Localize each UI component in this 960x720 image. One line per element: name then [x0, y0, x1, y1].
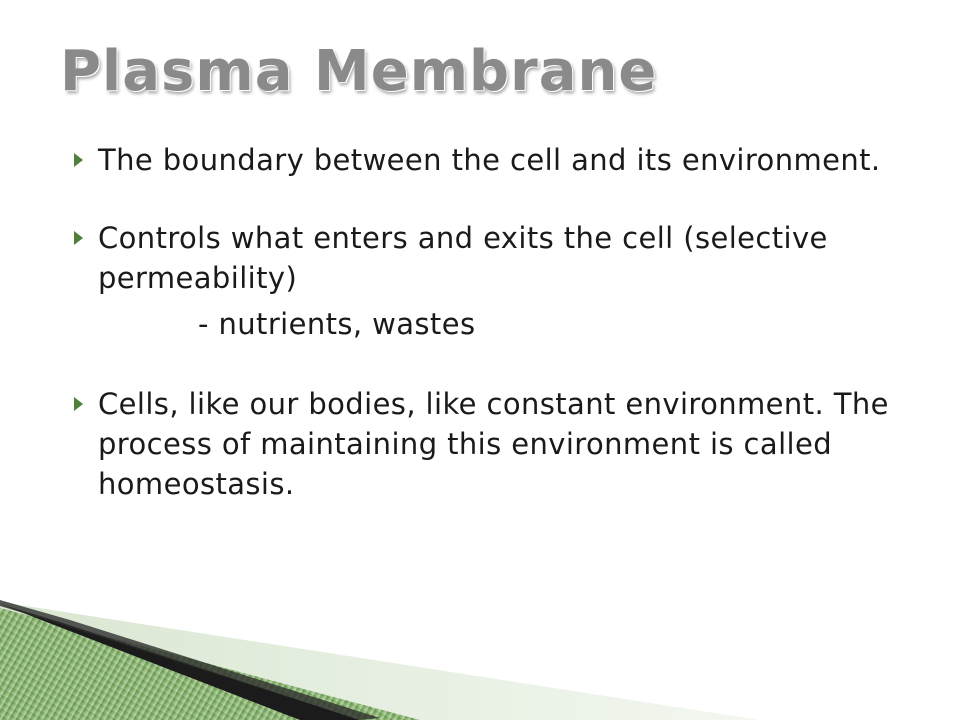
bullet-item — [70, 140, 890, 180]
slide-body — [70, 140, 890, 504]
bullet-emphasis: homeostasis. — [98, 467, 295, 501]
bullet-emphasis: selective permeability — [98, 221, 828, 295]
triangle-bullet-icon — [72, 140, 90, 180]
corner-decoration — [0, 590, 960, 720]
bullet-text: Cells, like our bodies, like constant environment. The process of maintaining this environment is called — [98, 387, 889, 461]
bullet-item — [70, 384, 890, 504]
sub-bullet-text: - nutrients, wastes — [198, 307, 476, 341]
slide-title: Plasma Membrane — [60, 39, 658, 104]
bullet-text: Controls what enters and exits the cell ( — [98, 221, 695, 255]
bullet-item — [70, 218, 890, 298]
triangle-bullet-icon — [72, 218, 90, 258]
bullet-text-end: ) — [285, 261, 298, 295]
bullet-text: The boundary between the cell and its environment. — [98, 143, 881, 177]
triangle-bullet-icon — [72, 384, 90, 424]
